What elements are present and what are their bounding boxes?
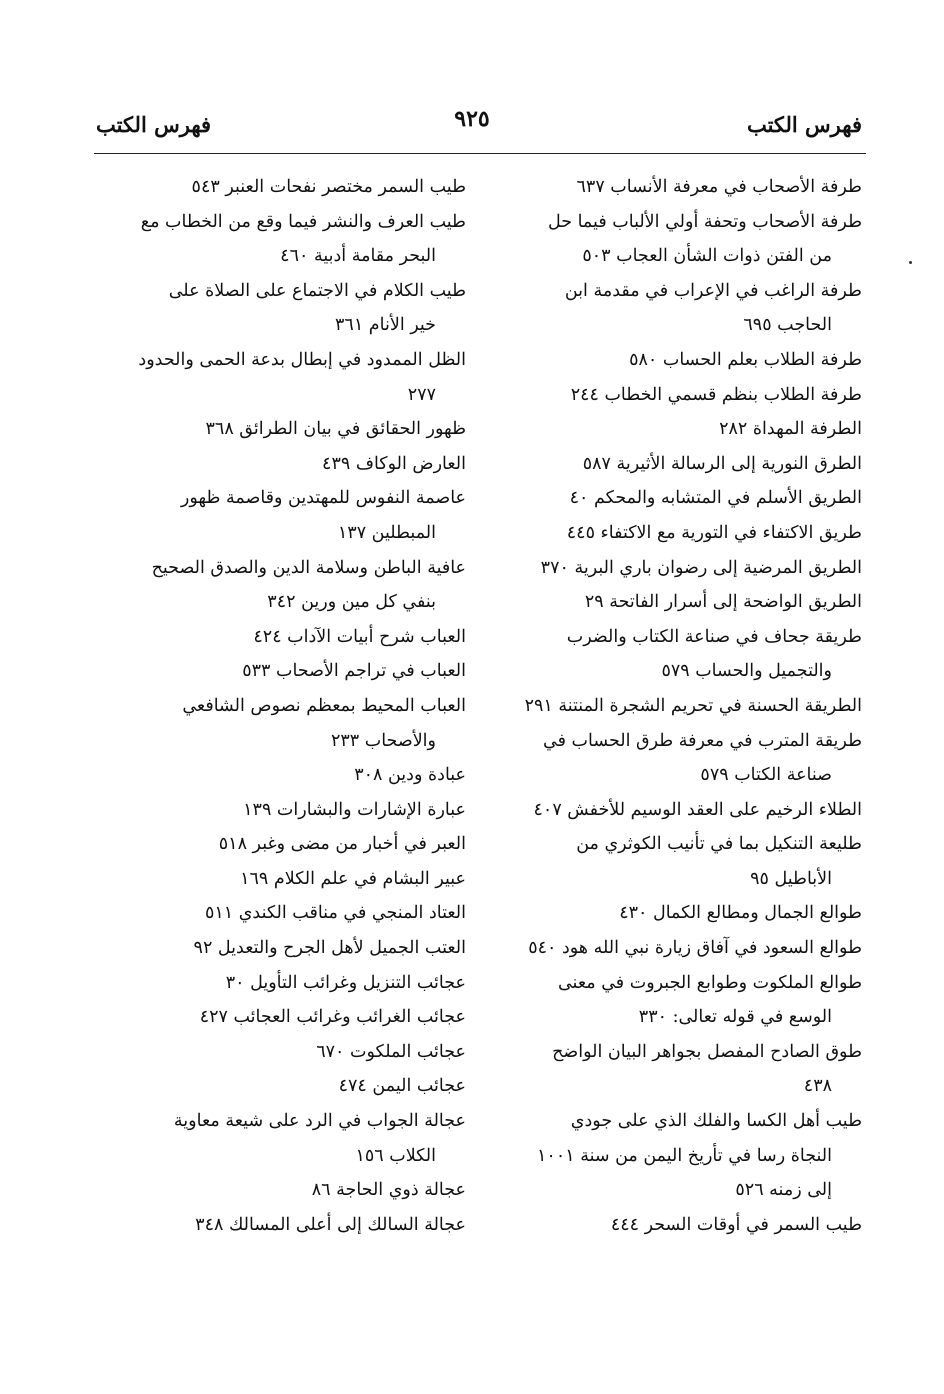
index-entry-line: طرفة الطلاب بنظم قسمي الخطاب ٢٤٤ <box>570 384 862 405</box>
index-entry-line: طيب العرف والنشر فيما وقع من الخطاب مع <box>140 211 466 232</box>
index-entry-line: طرفة الأصحاب وتحفة أولي الألباب فيما حل <box>547 211 862 232</box>
index-entry <box>86 827 466 862</box>
index-entry-continuation: ٢٧٧ <box>407 384 436 405</box>
index-entry-line: طوق الصادح المفصل بجواهر البيان الواضح <box>552 1041 862 1062</box>
index-entry-line: عجائب الغرائب وغرائب العجائب ٤٢٧ <box>199 1007 466 1028</box>
running-head-left: فهرس الكتب <box>96 112 212 137</box>
margin-dot <box>909 261 912 264</box>
index-entry-line: الطريق الأسلم في المتشابه والمحكم ٤٠ <box>569 488 862 509</box>
index-entry-line: عبارة الإشارات والبشارات ١٣٩ <box>243 799 466 820</box>
index-entry <box>482 827 862 896</box>
index-entry <box>86 931 466 966</box>
index-entry-line: العباب شرح أبيات الآداب ٤٢٤ <box>253 626 466 647</box>
index-entry-line: عاصمة النفوس للمهتدين وقاصمة ظهور <box>180 488 466 509</box>
index-entry-line: طيب السمر في أوقات السحر ٤٤٤ <box>610 1214 862 1235</box>
index-entry-continuation: النجاة رسا في تأريخ اليمن من سنة ١٠٠١ <box>537 1145 832 1166</box>
index-entry <box>482 689 862 724</box>
index-entry-line: طوالع الجمال ومطالع الكمال ٤٣٠ <box>619 903 862 924</box>
index-entry-line: ظهور الحقائق في بيان الطرائق ٣٦٨ <box>205 419 466 440</box>
index-entry <box>482 412 862 447</box>
index-entry <box>482 516 862 551</box>
index-entry-line: عجالة ذوي الحاجة ٨٦ <box>311 1180 466 1201</box>
index-entry <box>86 1069 466 1104</box>
index-entry-continuation: الأباطيل ٩٥ <box>750 868 832 889</box>
index-entry <box>482 378 862 413</box>
running-head-right: فهرس الكتب <box>746 112 862 137</box>
index-entry <box>86 343 466 412</box>
index-entry-line: طيب السمر مختصر نفحات العنبر ٥٤٣ <box>191 177 466 197</box>
index-entry <box>86 205 466 274</box>
index-entry-line: العارض الوكاف ٤٣٩ <box>322 453 466 474</box>
index-entry <box>86 447 466 482</box>
index-entry <box>482 793 862 828</box>
index-entry <box>86 1173 466 1208</box>
index-entry <box>86 620 466 655</box>
index-entry-continuation: والتجميل والحساب ٥٧٩ <box>661 661 832 682</box>
index-entry-continuation: البحر مقامة أدبية ٤٦٠ <box>280 246 436 267</box>
index-entry <box>86 862 466 897</box>
index-entry-line: العباب في تراجم الأصحاب ٥٣٣ <box>242 661 466 682</box>
index-entry-line: العتب الجميل لأهل الجرح والتعديل ٩٢ <box>193 938 466 959</box>
index-entry-continuation: الوسع في قوله تعالى: ٣٣٠ <box>638 1007 832 1028</box>
index-entry-line: الطلاء الرخيم على العقد الوسيم للأخفش ٤٠٧ <box>533 799 862 820</box>
index-entry-line: الطريقة الحسنة في تحريم الشجرة المنتنة ٢٩١ <box>524 695 862 716</box>
index-entry-line: طريقة جحاف في صناعة الكتاب والضرب <box>566 626 862 647</box>
index-entry <box>86 1104 466 1173</box>
index-entry-line: الطرق النورية إلى الرسالة الأثيرية ٥٨٧ <box>582 453 862 474</box>
index-entry-continuation: صناعة الكتاب ٥٧٩ <box>700 765 832 786</box>
index-entry <box>86 1208 466 1243</box>
index-entry <box>482 896 862 931</box>
index-entry-continuation: بنفي كل مين ورين ٣٤٢ <box>267 592 436 613</box>
index-entry-continuation: المبطلين ١٣٧ <box>337 522 436 543</box>
index-entry-line: طوالع السعود في آفاق زيارة نبي الله هود ٥٤٠ <box>528 938 862 959</box>
index-entry-line: الظل الممدود في إبطال بدعة الحمى والحدود <box>138 349 466 370</box>
index-entry-line: طرفة الطلاب بعلم الحساب ٥٨٠ <box>629 349 862 370</box>
index-entry-line: عجائب الملكوت ٦٧٠ <box>316 1041 466 1062</box>
index-entry-continuation: خير الأنام ٣٦١ <box>335 315 436 336</box>
index-entry-continuation: إلى زمنه ٥٢٦ <box>735 1180 832 1201</box>
index-entry-line: العباب المحيط بمعظم نصوص الشافعي <box>182 695 466 716</box>
index-entry-line: طوالع الملكوت وطوابع الجبروت في معنى <box>557 972 862 993</box>
header-rule <box>94 153 866 154</box>
index-entry <box>86 758 466 793</box>
index-entry-line: الطرفة المهداة ٢٨٢ <box>719 419 862 440</box>
index-entry <box>482 205 862 274</box>
index-entry-line: الطريق الواضحة إلى أسرار الفاتحة ٢٩ <box>584 592 862 613</box>
index-entry-line: الطريق المرضية إلى رضوان باري البرية ٣٧٠ <box>540 557 862 578</box>
index-entry <box>482 1035 862 1104</box>
index-entry-line: عجائب اليمن ٤٧٤ <box>338 1076 466 1097</box>
index-entry-line: العتاد المنجي في مناقب الكندي ٥١١ <box>204 903 466 924</box>
index-entry <box>482 481 862 516</box>
index-entry-line: طيب الكلام في الاجتماع على الصلاة على <box>168 280 466 301</box>
index-column-left <box>86 170 466 1242</box>
index-entry-line: طريقة المترب في معرفة طرق الحساب في <box>543 730 862 751</box>
index-entry-continuation: من الفتن ذوات الشأن العجاب ٥٠٣ <box>582 246 832 267</box>
index-entry <box>482 170 862 205</box>
index-entry <box>86 896 466 931</box>
index-entry <box>86 551 466 620</box>
index-entry <box>86 793 466 828</box>
index-entry <box>86 689 466 758</box>
index-column-right <box>482 170 862 1242</box>
index-entry <box>86 274 466 343</box>
index-entry-line: عجائب التنزيل وغرائب التأويل ٣٠ <box>225 972 466 993</box>
index-entry-line: طرفة الراغب في الإعراب في مقدمة ابن <box>564 280 862 301</box>
index-entry <box>482 274 862 343</box>
index-entry <box>482 551 862 586</box>
index-entry <box>482 724 862 793</box>
index-entry <box>86 481 466 550</box>
index-entry <box>482 1208 862 1243</box>
index-entry-line: عجالة الجواب في الرد على شيعة معاوية <box>173 1111 466 1132</box>
index-entry-continuation: الكلاب ١٥٦ <box>355 1145 436 1166</box>
index-entry-line: عجالة السالك إلى أعلى المسالك ٣٤٨ <box>195 1214 466 1235</box>
index-entry-line: العبر في أخبار من مضى وغبر ٥١٨ <box>218 834 466 855</box>
index-entry-line: عافية الباطن وسلامة الدين والصدق الصحيح <box>151 557 466 578</box>
index-entry-line: عبادة ودين ٣٠٨ <box>354 765 466 786</box>
index-entry <box>86 1035 466 1070</box>
index-entry <box>482 620 862 689</box>
index-entry <box>482 447 862 482</box>
index-entry <box>482 585 862 620</box>
index-entry-continuation: والأصحاب ٢٣٣ <box>330 730 436 751</box>
index-entry-line: طريق الاكتفاء في التورية مع الاكتفاء ٤٤٥ <box>566 522 862 543</box>
index-entry-continuation: ٤٣٨ <box>803 1076 832 1097</box>
index-entry <box>86 170 466 205</box>
index-entry-line: عبير البشام في علم الكلام ١٦٩ <box>240 868 466 889</box>
index-entry <box>86 412 466 447</box>
index-entry-line: طرفة الأصحاب في معرفة الأنساب ٦٣٧ <box>576 177 862 197</box>
index-entry <box>482 931 862 966</box>
index-entry <box>86 654 466 689</box>
index-entry <box>482 1104 862 1208</box>
page-number: ٩٢٥ <box>454 106 490 132</box>
index-entry <box>86 966 466 1001</box>
index-entry <box>482 343 862 378</box>
index-entry <box>482 966 862 1035</box>
index-entry <box>86 1000 466 1035</box>
index-entry-continuation: الحاجب ٦٩٥ <box>743 315 832 336</box>
index-entry-line: طليعة التنكيل بما في تأنيب الكوثري من <box>576 834 862 855</box>
index-entry-line: طيب أهل الكسا والفلك الذي على جودي <box>570 1111 862 1132</box>
